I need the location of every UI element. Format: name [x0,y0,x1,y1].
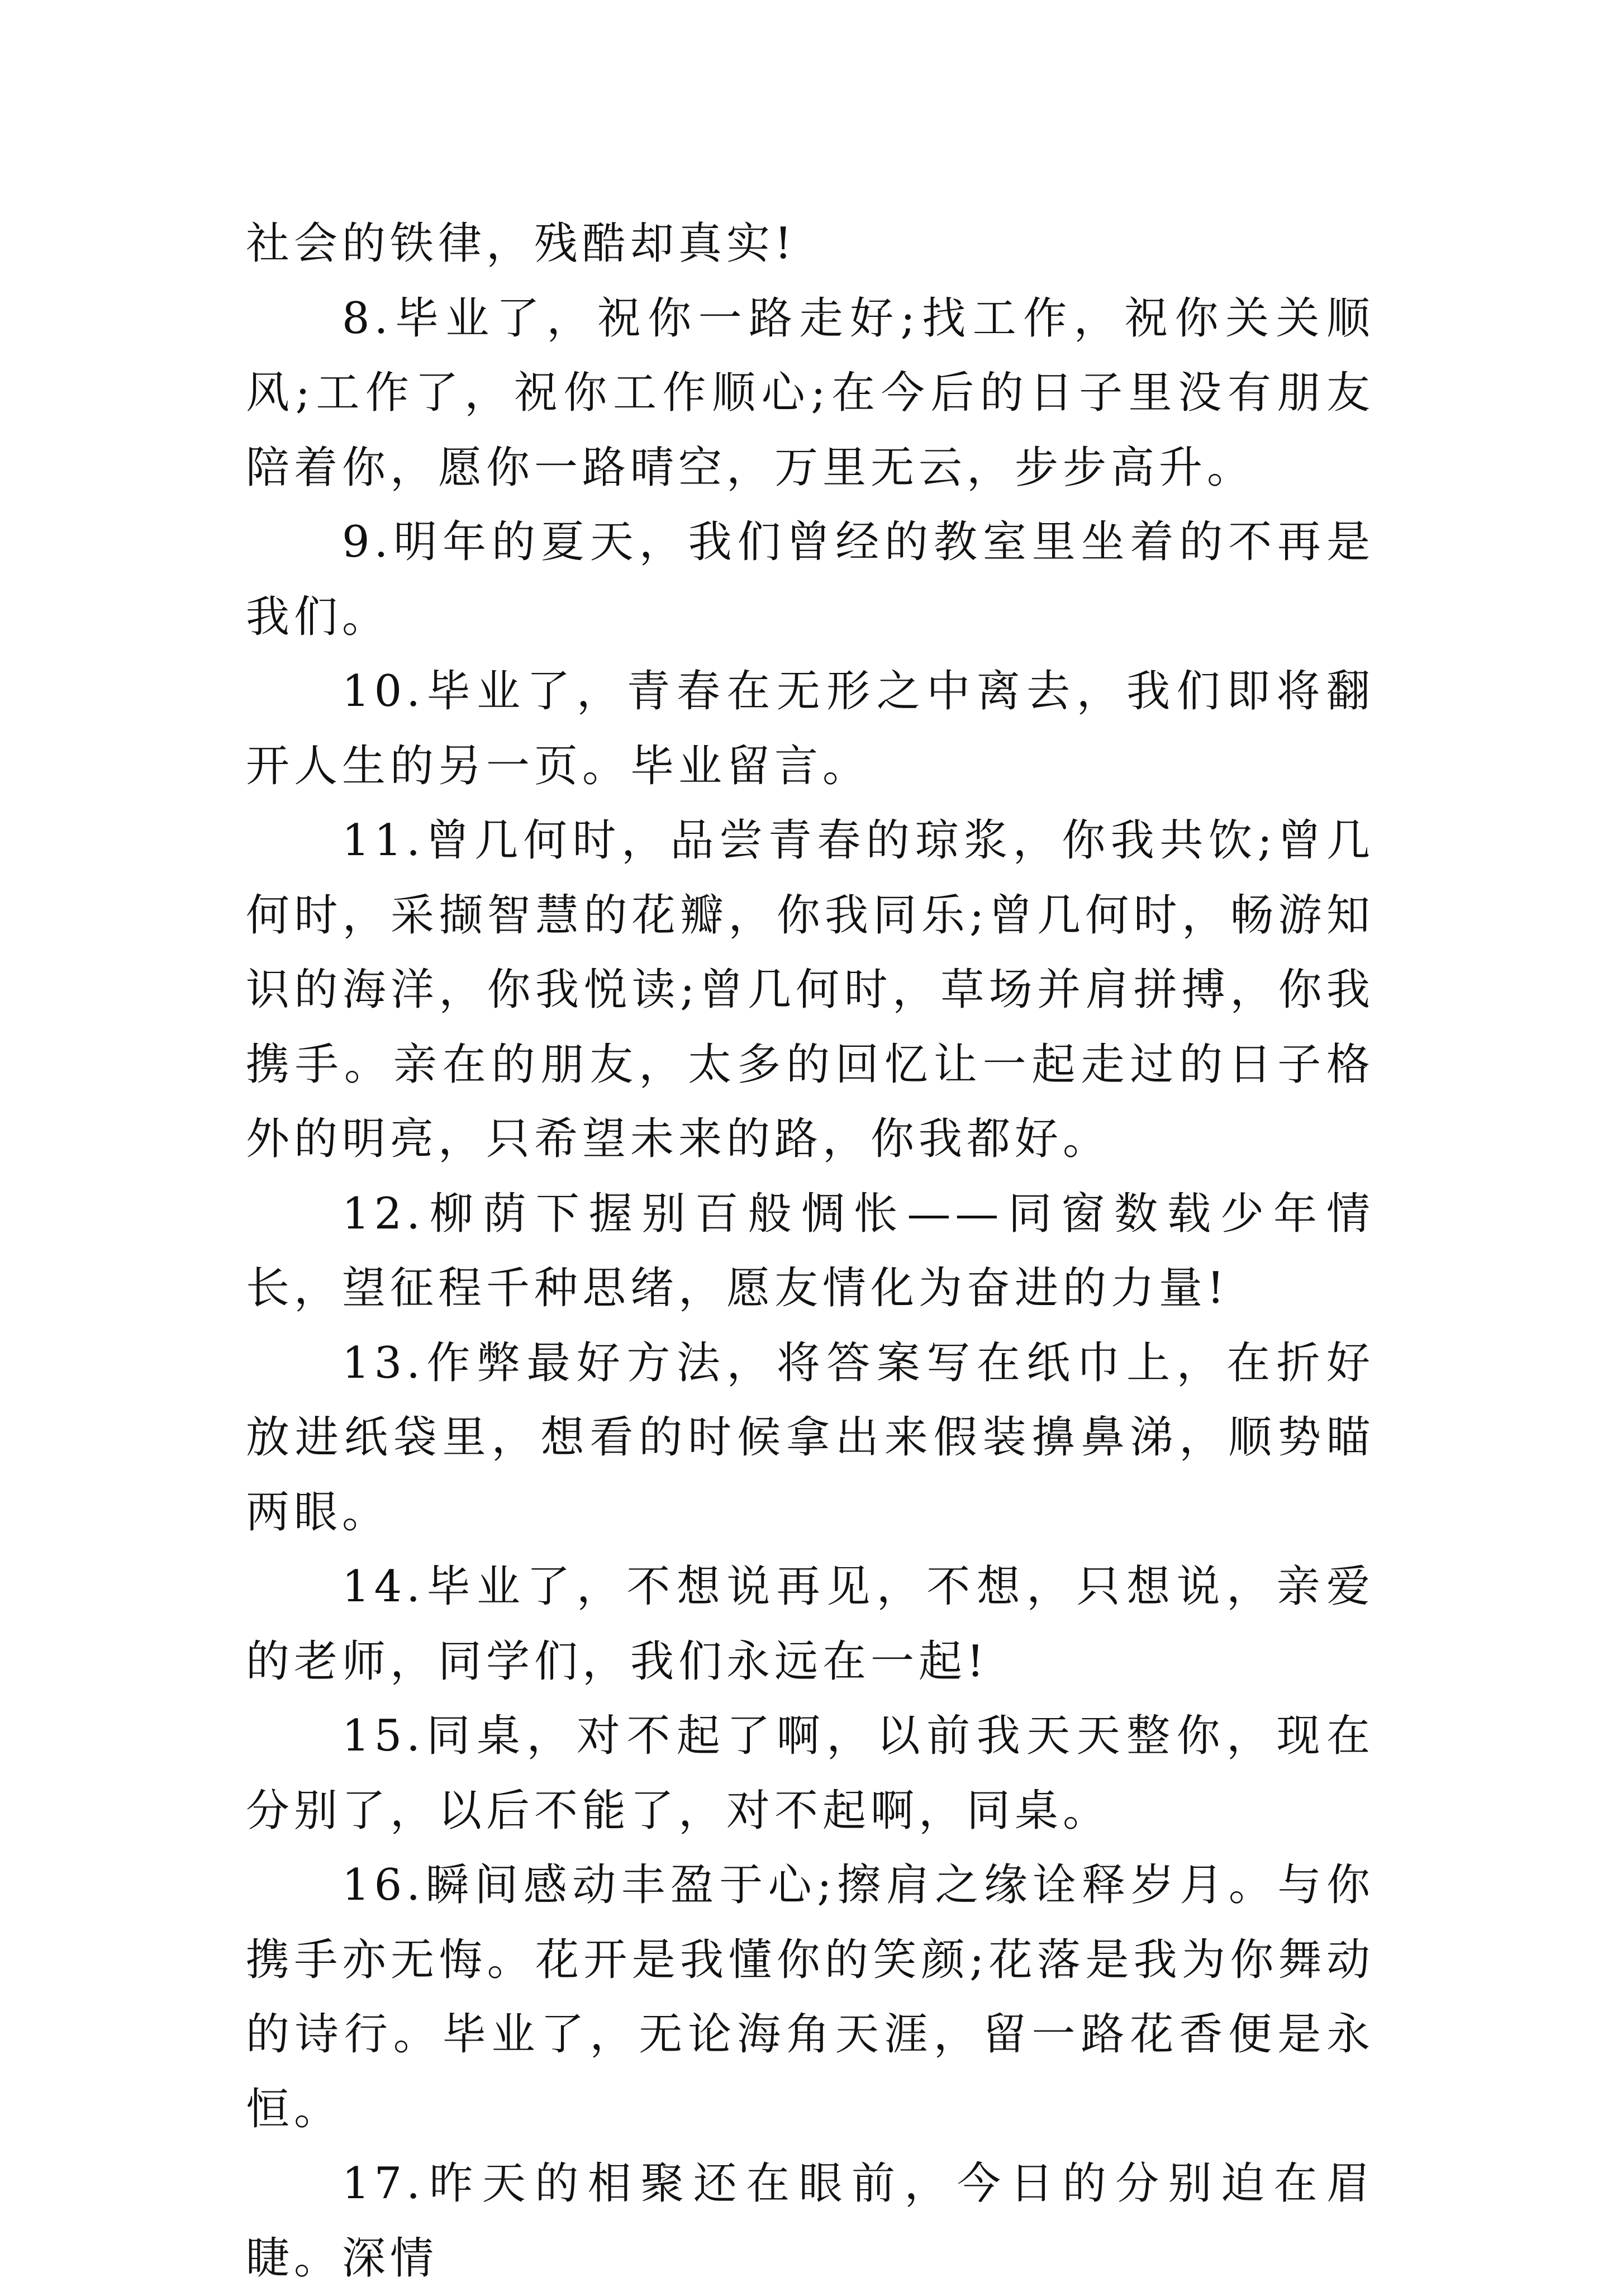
paragraph-item-14: 14.毕业了，不想说再见，不想，只想说，亲爱的老师，同学们，我们永远在一起! [246,1562,1375,1687]
paragraph-item-17: 17.昨天的相聚还在眼前，今日的分别迫在眉睫。深情 [246,2159,1375,2284]
paragraph-continuation: 社会的铁律，残酷却真实! [246,219,797,269]
paragraph-item-16: 16.瞬间感动丰盈于心;擦肩之缘诠释岁月。与你携手亦无悔。花开是我懂你的笑颜;花落是我为你舞动的诗行。毕业了，无论海角天涯，留一路花香便是永恒。 [246,1860,1375,2134]
paragraph-item-8: 8.毕业了，祝你一路走好;找工作，祝你关关顺风;工作了，祝你工作顺心;在今后的日子里没有朋友陪着你，愿你一路晴空，万里无云，步步高升。 [246,293,1375,493]
paragraph-item-11: 11.曾几何时，品尝青春的琼浆，你我共饮;曾几何时，采撷智慧的花瓣，你我同乐;曾几何时，畅游知识的海洋，你我悦读;曾几何时，草场并肩拼搏，你我携手。亲在的朋友，太多的回忆让一起走过的日子格外的明亮，只希望未来的路，你我都好。 [246,815,1375,1164]
paragraph-item-13: 13.作弊最好方法，将答案写在纸巾上，在折好放进纸袋里，想看的时候拿出来假装擤鼻涕，顺势瞄两眼。 [246,1337,1375,1538]
document-body [246,207,1375,2296]
paragraph-item-10: 10.毕业了，青春在无形之中离去，我们即将翻开人生的另一页。毕业留言。 [246,666,1375,791]
paragraph-item-9: 9.明年的夏天，我们曾经的教室里坐着的不再是我们。 [246,517,1375,642]
paragraph-item-12: 12.柳荫下握别百般惆怅——同窗数载少年情长，望征程千种思绪，愿友情化为奋进的力量! [246,1188,1375,1313]
paragraph-item-15: 15.同桌，对不起了啊，以前我天天整你，现在分别了，以后不能了，对不起啊，同桌。 [246,1711,1375,1836]
